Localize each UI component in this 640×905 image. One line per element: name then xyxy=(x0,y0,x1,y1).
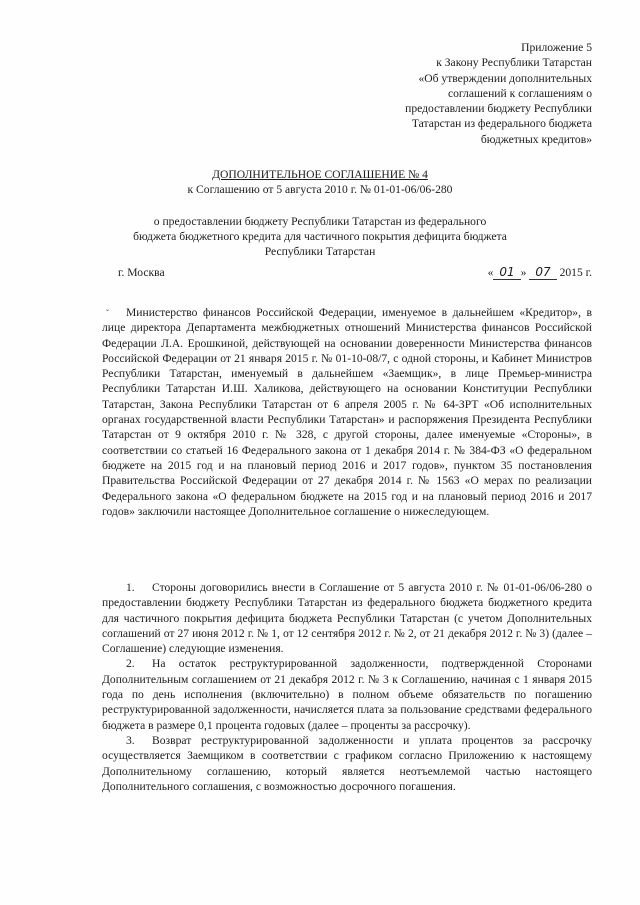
heading-line: к Соглашению от 5 августа 2010 г. № 01-01-06/06-280 xyxy=(187,183,453,197)
signing-date: « 01 » 07 2015 г. xyxy=(487,265,592,279)
appendix-line: «Об утверждении дополнительных xyxy=(418,71,592,85)
appendix-line: бюджетных кредитов» xyxy=(480,132,592,146)
heading-line: о предоставлении бюджету Республики Татарстан из федерального xyxy=(153,214,487,228)
item-number: 1. xyxy=(126,581,135,594)
list-item xyxy=(102,656,592,732)
preamble-paragraph: Министерство финансов Российской Федерации, именуемое в дальнейшем «Кредитор», в лице директора Департамента межбюджетных отношений Министерства финансов Российской Федерации Л.А. Ерошкиной, действующей на основании доверенности Министерства финансов Российской Федерации от 21 января 2015 г. № 01-10-08/7, с одной стороны, и Кабинет Министров Республики Татарстан, именуемый в дальнейшем «Заемщик», в лице Премьер-министра Республики Татарстан И.Ш. Халикова, действующего на основании Конституции Республики Татарстан, Закона Республики Татарстан от 6 апреля 2005 г. № 64-ЗРТ «Об исполнительных органах государственной власти Республики Татарстан» и распоряжения Президента Республики Татарстан от 9 октября 2010 г. № 328, с другой стороны, далее именуемые «Стороны», в соответствии со статьей 16 Федерального закона от 1 декабря 2014 г. № 384-ФЗ «О федеральном бюджете на 2015 год и на плановый период 2016 и 2017 годов», пунктом 35 постановления Правительства Российской Федерации от 27 декабря 2014 г. № 1563 «О мерах по реализации Федерального закона «О федеральном бюджете на 2015 год и на плановый период 2016 и 2017 годов» заключили настоящее Дополнительное соглашение о нижеследующем. xyxy=(102,306,592,518)
appendix-line: Татарстан из федерального бюджета xyxy=(411,117,592,131)
item-text: Стороны договорились внести в Соглашение от 5 августа 2010 г. № 01-01-06/06-280 о предоставлении бюджету Республики Татарстан из федерального бюджета бюджетного кредита для частичного покрытия дефицита бюджета Республики Татарстан (с учетом Дополнительных соглашений от 27 июня 2012 г. № 1, от 12 сентября 2012 г. № 2, от 21 декабря 2012 г. № 3) (далее – Соглашение) следующие изменения. xyxy=(102,581,592,656)
preamble-block xyxy=(102,305,592,519)
handwritten-month: 07 xyxy=(529,265,556,280)
appendix-line: предоставлении бюджету Республики xyxy=(405,102,592,116)
appendix-line: к Закону Республики Татарстан xyxy=(436,56,592,70)
city: г. Москва xyxy=(118,266,165,279)
item-number: 2. xyxy=(126,657,135,671)
scan-mark: ˇ xyxy=(106,308,109,318)
item-number: 3. xyxy=(126,733,135,747)
date-year: 2015 г. xyxy=(559,266,592,279)
item-text: На остаток реструктурированной задолженности, подтвержденной Сторонами Дополнительным соглашением от 21 декабря 2012 г. № 3 к Соглашению, начиная с 1 января 2015 года по день исполнения (включительно) в полном объеме обязательств по погашению реструктурированной задолженности, начисляется плата за пользование средствами федерального бюджета в размере 0,1 процента годовых (далее – проценты за рассрочку). xyxy=(102,657,592,732)
list-item xyxy=(102,580,592,656)
list-item xyxy=(102,733,592,794)
appendix-line: соглашений к соглашениям о xyxy=(447,86,592,100)
heading-line: бюджета бюджетного кредита для частичного покрытия дефицита бюджета xyxy=(133,229,507,243)
appendix-reference xyxy=(362,40,592,147)
handwritten-day: 01 xyxy=(493,265,520,280)
appendix-line: Приложение 5 xyxy=(521,41,592,54)
item-text: Возврат реструктурированной задолженности и уплата процентов за рассрочку осуществляется Заемщиком в соответствии с графиком согласно Приложению к настоящему Дополнительному соглашению, который является неотъемлемой частью настоящего Дополнительного соглашения, с возможностью досрочного погашения. xyxy=(102,733,592,793)
document-heading xyxy=(90,167,550,259)
heading-line: Республики Татарстан xyxy=(264,245,376,259)
document-title: ДОПОЛНИТЕЛЬНОЕ СОГЛАШЕНИЕ № 4 xyxy=(212,168,428,181)
items-block xyxy=(102,580,592,794)
